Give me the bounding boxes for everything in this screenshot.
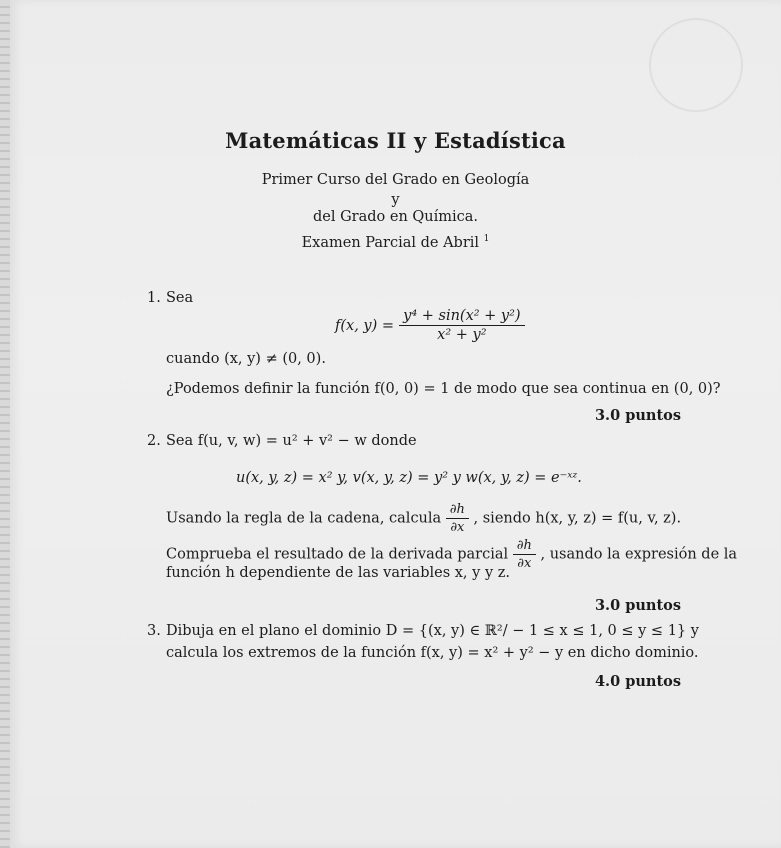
exam-name: Examen Parcial de Abril	[301, 234, 480, 251]
problem-2-points: 3.0 puntos	[594, 597, 681, 614]
problem-3-line-2: calcula los extremos de la función f(x, y) = x² + y² − y en dicho dominio.	[166, 645, 699, 661]
formula-fraction	[399, 308, 524, 343]
partial-denominator-2: ∂x	[517, 556, 532, 571]
exam-sheet	[10, 0, 781, 848]
line-b-text: Comprueba el resultado de la derivada parcial	[166, 546, 509, 563]
formula-denominator: x² + y²	[437, 327, 487, 343]
problem-1-number: 1.	[147, 290, 161, 306]
stamp-watermark	[649, 18, 743, 112]
partial-denominator: ∂x	[450, 520, 465, 535]
problem-1-formula	[335, 308, 525, 343]
problem-3-number: 3.	[147, 623, 161, 639]
page-edge	[0, 0, 10, 848]
exam-title: Matemáticas II y Estadística	[225, 128, 566, 153]
partial-numerator: ∂h	[446, 502, 469, 519]
problem-1-points: 3.0 puntos	[594, 407, 681, 424]
problem-1-condition: cuando (x, y) ≠ (0, 0).	[166, 351, 326, 367]
partial-derivative	[446, 502, 469, 535]
formula-numerator: y⁴ + sin(x² + y²)	[399, 308, 524, 326]
formula-lhs: f(x, y) =	[335, 318, 395, 334]
line-a-text: Usando la regla de la cadena, calcula	[166, 510, 442, 527]
problem-3-line-1: Dibuja en el plano el dominio D = {(x, y) ∈ ℝ²/ − 1 ≤ x ≤ 1, 0 ≤ y ≤ 1} y	[166, 623, 699, 639]
problem-2-line-a	[166, 502, 681, 535]
problem-2-definitions: u(x, y, z) = x² y, v(x, y, z) = y² y w(x, y, z) = e⁻ˣᶻ.	[236, 470, 582, 486]
problem-1-question: ¿Podemos definir la función f(0, 0) = 1 de modo que sea continua en (0, 0)?	[166, 381, 721, 397]
course-line: Primer Curso del Grado en Geología	[261, 172, 530, 188]
partial-numerator-2: ∂h	[513, 538, 536, 555]
footnote-mark: 1	[483, 234, 490, 244]
exam-name-line	[10, 234, 781, 251]
line-a-tail: , siendo h(x, y, z) = f(u, v, z).	[473, 510, 682, 527]
problem-2-line-c: función h dependiente de las variables x, y y z.	[166, 565, 510, 581]
partial-derivative-2	[513, 538, 536, 571]
problem-2-number: 2.	[147, 433, 161, 449]
degree-line: del Grado en Química.	[312, 209, 479, 225]
problem-2-intro: Sea f(u, v, w) = u² + v² − w donde	[166, 433, 417, 449]
problem-1-intro: Sea	[166, 290, 194, 306]
connector-line: y	[391, 192, 400, 208]
line-b-tail: , usando la expresión de la	[540, 546, 738, 563]
problem-3-points: 4.0 puntos	[594, 673, 681, 690]
